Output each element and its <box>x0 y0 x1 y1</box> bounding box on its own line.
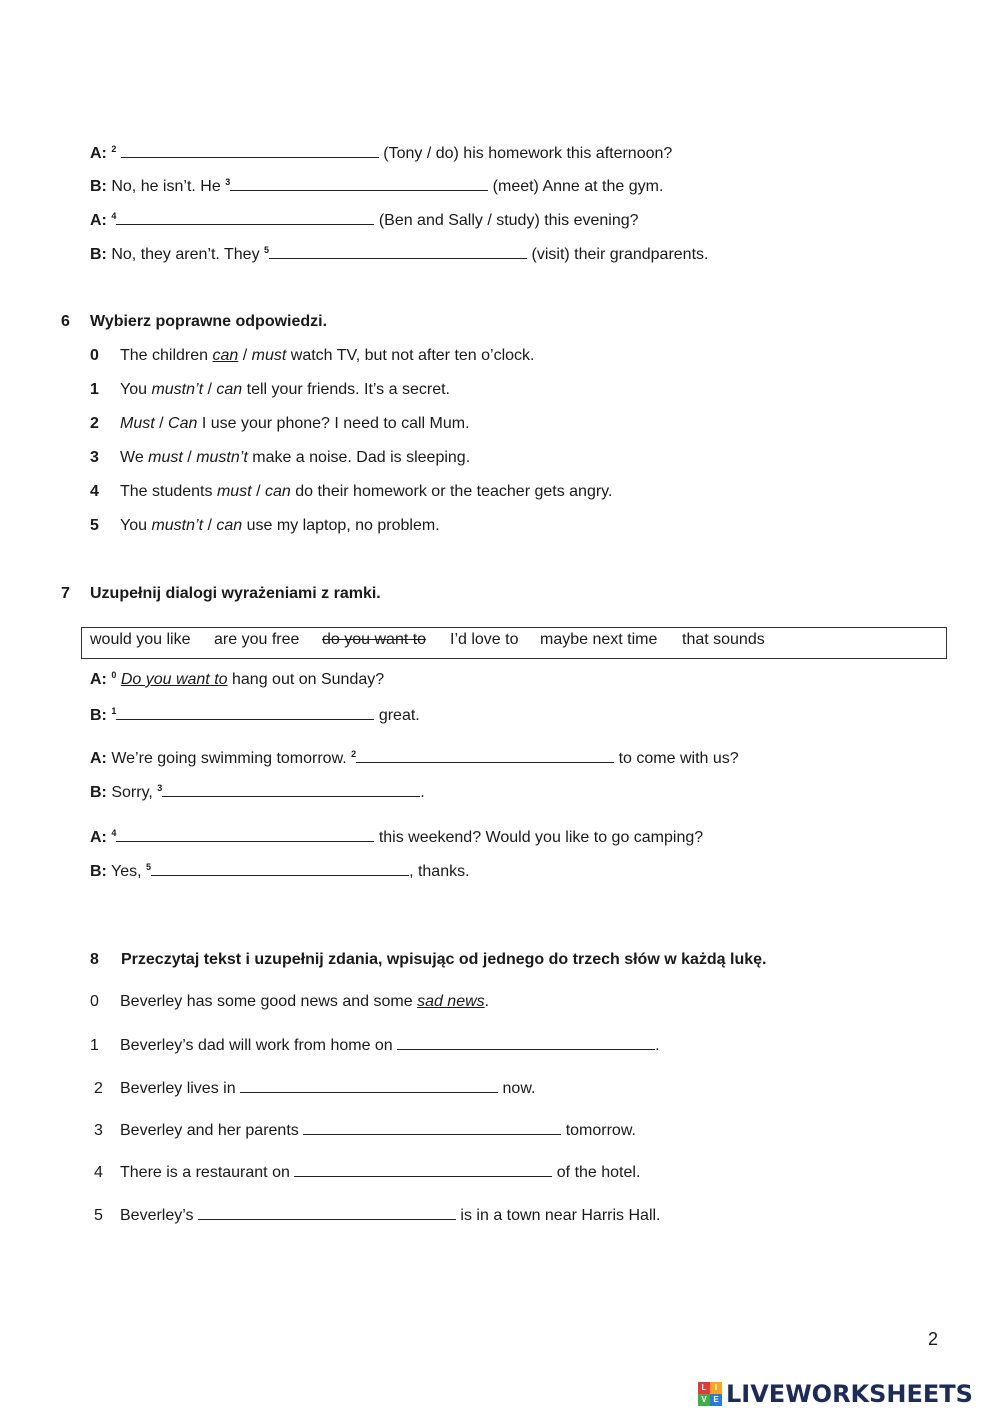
section-7-heading: Uzupełnij dialogi wyrażeniami z ramki. <box>90 585 381 602</box>
answer-blank[interactable] <box>162 782 420 797</box>
answer-blank[interactable] <box>269 244 527 259</box>
list-item: 0 Beverley has some good news and some sad news. <box>90 993 490 1010</box>
list-item: 4 The students must / can do their homework or the teacher gets angry. <box>90 483 613 500</box>
dialogue-line: A: $^4$ (Ben and Sally / study) this evening? <box>90 211 639 229</box>
word-box <box>81 627 947 659</box>
option-2[interactable]: must <box>251 347 287 364</box>
section-6-number: 6 <box>61 313 70 330</box>
dialogue-line: A: $^2$ (Tony / do) his homework this afternoon? <box>90 144 673 162</box>
option-1[interactable]: Must <box>120 415 155 432</box>
dialogue-line: B: Yes, $^5$ , thanks. <box>90 862 470 880</box>
list-item: 1 You mustn’t / can tell your friends. It’s a secret. <box>90 381 450 398</box>
section-7-number: 7 <box>61 585 70 602</box>
list-item: 2 Beverley lives in now. <box>94 1080 536 1097</box>
option-2[interactable]: can <box>216 381 243 398</box>
example-answer: sad news <box>417 993 485 1010</box>
dialogue-line: B: Sorry, $^3$ . <box>90 783 425 801</box>
word-box-item: would you like <box>90 631 191 648</box>
option-2[interactable]: can <box>216 517 243 534</box>
answer-blank[interactable] <box>230 176 488 191</box>
word-box-item: are you free <box>214 631 300 648</box>
dialogue-line: B: No, they aren’t. They $^5$ (visit) their grandparents. <box>90 245 709 263</box>
word-box-item-used: do you want to <box>322 631 427 648</box>
answer-blank[interactable] <box>116 827 374 842</box>
answer-blank[interactable] <box>240 1078 498 1093</box>
answer-blank[interactable] <box>116 705 374 720</box>
logo-mark-icon: L I V E <box>698 1382 722 1406</box>
example-answer: Do you want to <box>120 671 228 688</box>
answer-blank[interactable] <box>121 143 379 158</box>
list-item: 5 Beverley’s is in a town near Harris Hall. <box>94 1207 661 1224</box>
option-1[interactable]: must <box>148 449 183 466</box>
section-8-heading: Przeczytaj tekst i uzupełnij zdania, wpisując od jednego do trzech słów w każdą lukę. <box>121 951 767 968</box>
option-1[interactable]: mustn’t <box>151 517 204 534</box>
list-item: 2 Must / Can I use your phone? I need to call Mum. <box>90 415 470 432</box>
section-6-heading: Wybierz poprawne odpowiedzi. <box>90 313 328 330</box>
option-2[interactable]: mustn’t <box>196 449 248 466</box>
logo-text: LIVEWORKSHEETS <box>726 1380 973 1408</box>
liveworksheets-logo[interactable] <box>698 1378 973 1410</box>
dialogue-line: B: No, he isn’t. He $^3$ (meet) Anne at the gym. <box>90 177 664 195</box>
dialogue-line: A: $^4$ this weekend? Would you like to go camping? <box>90 828 704 846</box>
option-1[interactable]: can <box>212 347 239 364</box>
list-item: 4 There is a restaurant on of the hotel. <box>94 1164 641 1181</box>
dialogue-line: B: $^1$ great. <box>90 706 420 724</box>
list-item: 0 The children can / must watch TV, but not after ten o’clock. <box>90 347 535 364</box>
answer-blank[interactable] <box>356 748 614 763</box>
answer-blank[interactable] <box>116 210 374 225</box>
option-1[interactable]: mustn’t <box>151 381 204 398</box>
answer-blank[interactable] <box>397 1035 655 1050</box>
answer-blank[interactable] <box>303 1120 561 1135</box>
list-item: 3 We must / mustn’t make a noise. Dad is sleeping. <box>90 449 471 466</box>
answer-blank[interactable] <box>198 1205 456 1220</box>
section-8-number: 8 <box>90 951 99 968</box>
word-box-item: I’d love to <box>450 631 519 648</box>
word-box-item: that sounds <box>682 631 765 648</box>
option-2[interactable]: can <box>264 483 291 500</box>
answer-blank[interactable] <box>151 861 409 876</box>
option-1[interactable]: must <box>216 483 252 500</box>
answer-blank[interactable] <box>294 1162 552 1177</box>
word-box-item: maybe next time <box>540 631 658 648</box>
page-number: 2 <box>928 1329 939 1349</box>
list-item: 1 Beverley’s dad will work from home on . <box>90 1037 660 1054</box>
list-item: 5 You mustn’t / can use my laptop, no problem. <box>90 517 440 534</box>
dialogue-line: A: $^0$ Do you want to hang out on Sunday? <box>90 670 385 688</box>
dialogue-line: A: We’re going swimming tomorrow. $^2$ to come with us? <box>90 749 739 767</box>
option-2[interactable]: Can <box>168 415 198 432</box>
list-item: 3 Beverley and her parents tomorrow. <box>94 1122 636 1139</box>
